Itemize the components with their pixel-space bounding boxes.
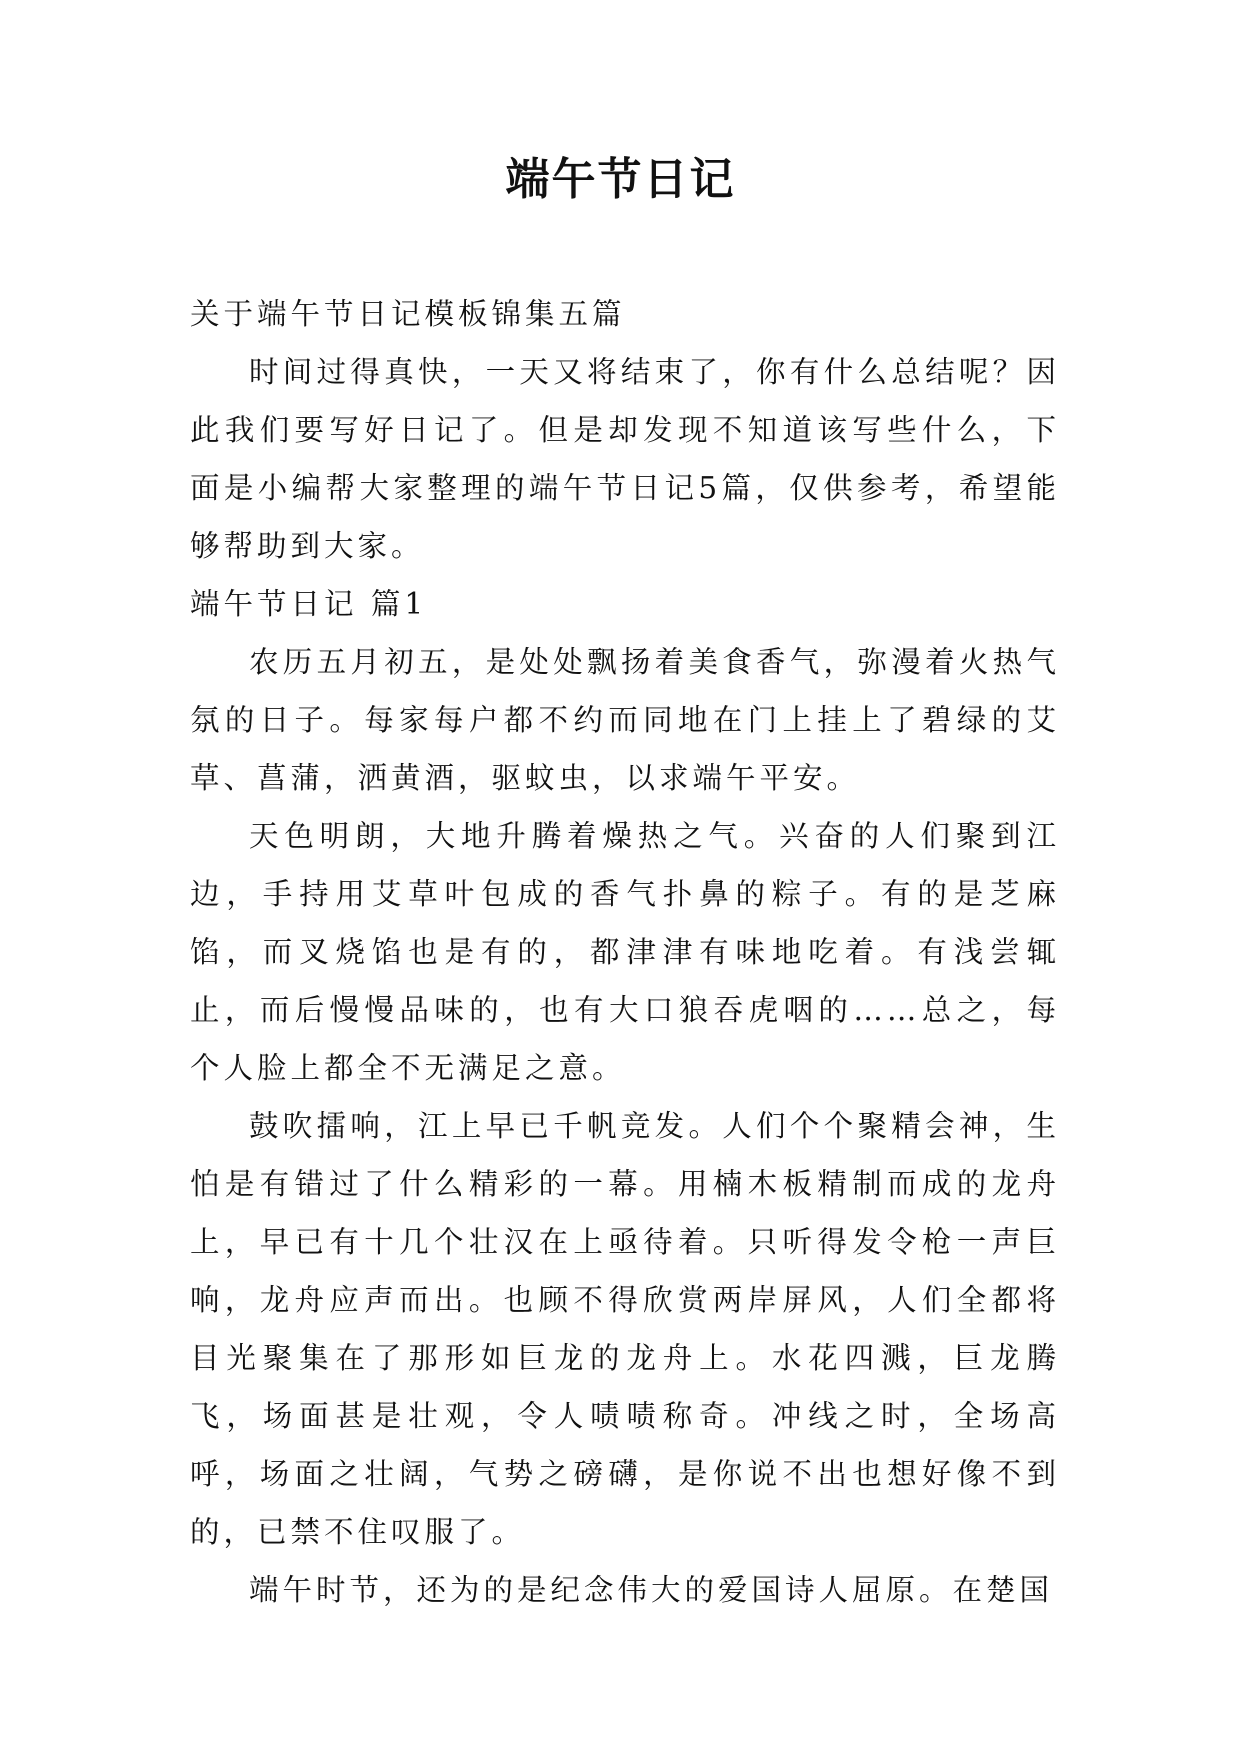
intro-paragraph: 时间过得真快，一天又将结束了，你有什么总结呢？因此我们要写好日记了。但是却发现不知道该写些什么，下面是小编帮大家整理的端午节日记5篇，仅供参考，希望能够帮助到大家。 bbox=[190, 355, 1060, 563]
document-body bbox=[190, 285, 1060, 1619]
section-heading: 端午节日记 篇1 bbox=[190, 587, 428, 621]
document-title: 端午节日记 bbox=[505, 154, 736, 205]
document-subtitle: 关于端午节日记模板锦集五篇 bbox=[190, 297, 626, 331]
body-paragraph-3: 鼓吹擂响，江上早已千帆竞发。人们个个聚精会神，生怕是有错过了什么精彩的一幕。用楠木板精制而成的龙舟上，早已有十几个壮汉在上亟待着。只听得发令枪一声巨响，龙舟应声而出。也顾不得欣赏两岸屏风，人们全都将目光聚集在了那形如巨龙的龙舟上。水花四溅，巨龙腾飞，场面甚是壮观，令人啧啧称奇。冲线之时，全场高呼，场面之壮阔，气势之磅礴，是你说不出也想好像不到的，已禁不住叹服了。 bbox=[190, 1109, 1060, 1549]
body-paragraph-4: 端午时节，还为的是纪念伟大的爱国诗人屈原。在楚国 bbox=[249, 1573, 1054, 1607]
body-paragraph-1: 农历五月初五，是处处飘扬着美食香气，弥漫着火热气氛的日子。每家每户都不约而同地在门上挂上了碧绿的艾草、菖蒲，洒黄酒，驱蚊虫，以求端午平安。 bbox=[190, 645, 1060, 795]
body-paragraph-2: 天色明朗，大地升腾着燥热之气。兴奋的人们聚到江边，手持用艾草叶包成的香气扑鼻的粽子。有的是芝麻馅，而叉烧馅也是有的，都津津有味地吃着。有浅尝辄止，而后慢慢品味的，也有大口狼吞虎咽的……总之，每个人脸上都全不无满足之意。 bbox=[190, 819, 1060, 1085]
